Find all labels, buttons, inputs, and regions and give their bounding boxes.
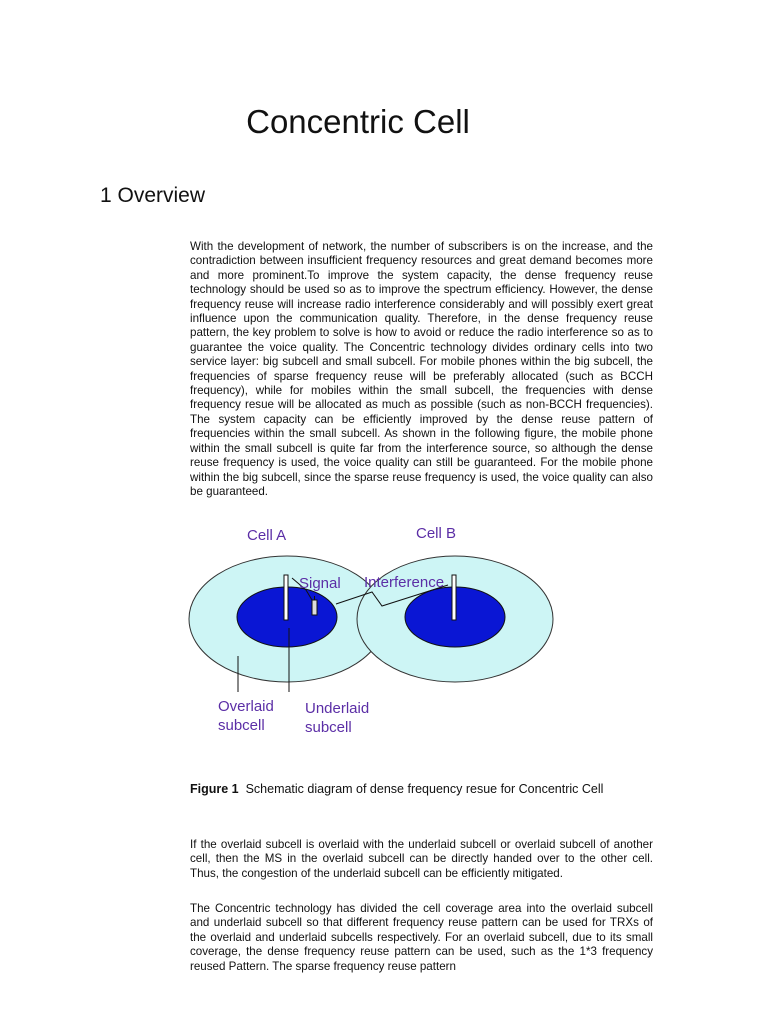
overlaid-label-line1: Overlaid (218, 698, 274, 715)
cell-a-label: Cell A (247, 527, 287, 544)
overlaid-label-line2: subcell (218, 717, 265, 734)
signal-label: Signal (299, 575, 341, 592)
section-heading: 1 Overview (100, 184, 206, 207)
cell-b-label: Cell B (416, 525, 457, 542)
antenna-a-icon (284, 575, 288, 620)
page-title: Concentric Cell (246, 103, 470, 140)
overview-paragraph-1: With the development of network, the number of subscribers is on the increase, and the contradiction between insufficient frequency resources and great demand becomes more and more prominent.To improve the system capacity, the dense frequency reuse technology should be used so as to improve the spectrum efficiency. However, the dense frequency reuse will increase radio interference considerably and will possibly exert great influence upon the communication quality. Therefore, in the dense frequency reuse pattern, the key problem to solve is how to avoid or reduce the radio interference so as to guarantee the voice quality. The Concentric technology divides ordinary cells into two service layer: big subcell and small subcell. For mobile phones within the big subcell, the frequencies of sparse frequency reuse will be preferably allocated (such as BCCH frequency), while for mobiles within the small subcell, the frequencies with dense frequency resue will be allocated as much as possible (such as non-BCCH frequencies). The system capacity can be efficiently improved by the dense reuse pattern of frequencies within the small subcell. As shown in the following figure, the mobile phone within the small subcell is quite far from the interference source, so although the dense reuse frequency is used, the voice quality can still be guaranteed. For the mobile phone within the big subcell, since the sparse reuse frequency is used, the voice quality can also be guaranteed. (190, 240, 653, 498)
antenna-b-icon (452, 575, 456, 620)
overview-paragraph-3: The Concentric technology has divided the cell coverage area into the overlaid subcell and underlaid subcell so that different frequency reuse pattern can be used for TRXs of the overlaid and underlaid subcells respectively. For an overlaid subcell, due to its small coverage, the dense frequency reuse pattern can be used, such as the 1*3 frequency reused Pattern. The sparse frequency reuse pattern (190, 902, 653, 973)
overview-paragraph-2: If the overlaid subcell is overlaid with the underlaid subcell or overlaid subcell of another cell, then the MS in the overlaid subcell can be directly handed over to the other cell. Thus, the congestion of the underlaid subcell can be efficiently mitigated. (190, 838, 653, 880)
figure-caption-label: Figure 1 (190, 782, 239, 796)
underlaid-label-line2: subcell (305, 719, 352, 736)
underlaid-label-line1: Underlaid (305, 700, 370, 717)
figure-caption-text: Schematic diagram of dense frequency resue for Concentric Cell (245, 782, 604, 796)
interference-label: Interference (364, 574, 445, 591)
figure-caption (190, 779, 660, 799)
concentric-cell-diagram (0, 510, 768, 770)
